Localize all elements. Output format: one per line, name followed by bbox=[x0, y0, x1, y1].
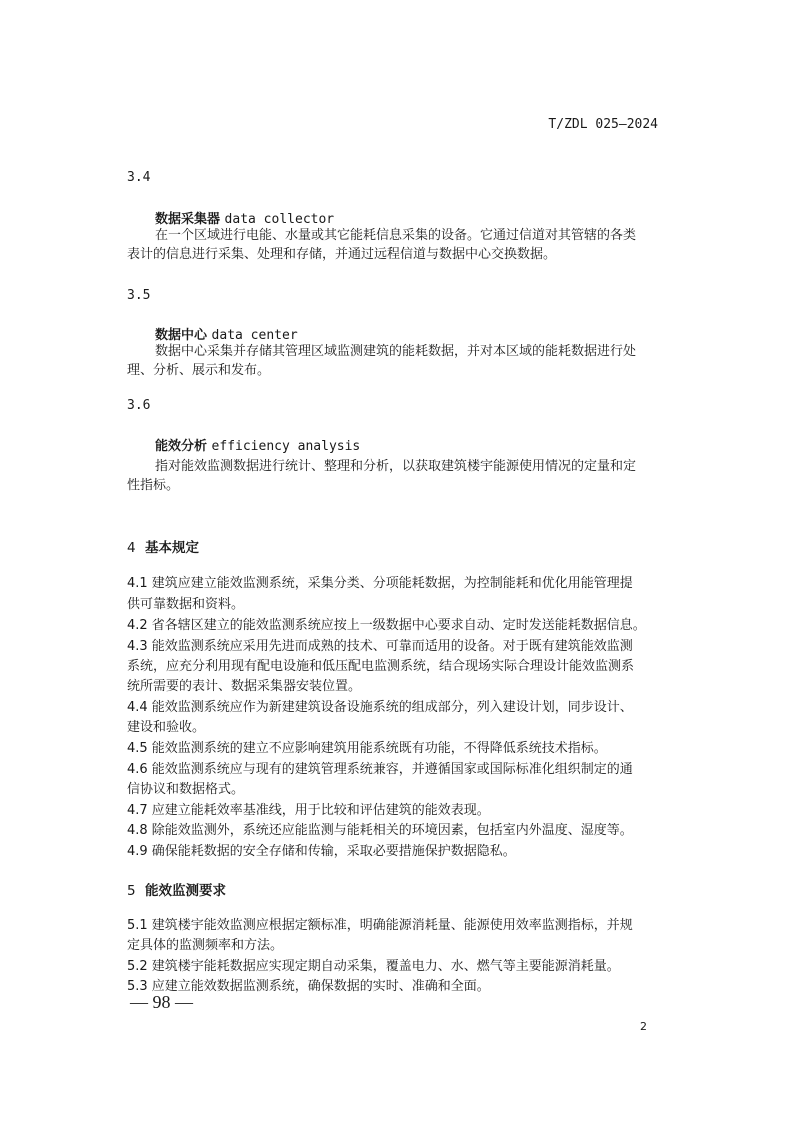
clause-line: 4.6 能效监测系统应与现有的建筑管理系统兼容，并遵循国家或国际标准化组织制定的通 bbox=[127, 762, 633, 777]
clause-line: 系统，应充分利用现有配电设施和低压配电监测系统，结合现场实际合理设计能效监测系 bbox=[127, 659, 635, 674]
term-en: data collector bbox=[224, 212, 335, 227]
clause-line: 4.9 确保能耗数据的安全存储和传输，采取必要措施保护数据隐私。 bbox=[127, 844, 516, 859]
section-title: 能效监测要求 bbox=[145, 883, 226, 899]
clause-line: 4.1 建筑应建立能效监测系统，采集分类、分项能耗数据，为控制能耗和优化用能管理提 bbox=[127, 576, 633, 591]
term-en: efficiency analysis bbox=[211, 439, 361, 454]
clause-line: 4.3 能效监测系统应采用先进而成熟的技术、可靠而适用的设备。对于既有建筑能效监测 bbox=[127, 639, 633, 654]
term-heading bbox=[155, 435, 360, 454]
section-number: 5 bbox=[127, 883, 136, 899]
book-page-number: — 98 — bbox=[130, 992, 193, 1012]
clause-line: 5.3 应建立能效数据监测系统，确保数据的实时、准确和全面。 bbox=[127, 979, 490, 994]
clause-line: 4.2 省各辖区建立的能效监测系统应按上一级数据中心要求自动、定时发送能耗数据信息。 bbox=[127, 618, 646, 633]
clause-number: 3.6 bbox=[127, 398, 151, 413]
standard-number: T/ZDL 025—2024 bbox=[548, 117, 658, 132]
term-cn: 数据采集器 bbox=[155, 212, 221, 227]
definition-line: 指对能效监测数据进行统计、整理和分析，以获取建筑楼宇能源使用情况的定量和定 bbox=[155, 459, 637, 474]
term-heading bbox=[155, 208, 334, 227]
section-title: 基本规定 bbox=[145, 540, 199, 556]
definition-line: 性指标。 bbox=[127, 478, 180, 493]
clause-line: 建设和验收。 bbox=[127, 720, 206, 735]
clause-line: 统所需要的表计、数据采集器安装位置。 bbox=[127, 679, 362, 694]
clause-line: 供可靠数据和资料。 bbox=[127, 597, 245, 612]
clause-number: 3.4 bbox=[127, 170, 151, 185]
term-cn: 数据中心 bbox=[155, 328, 208, 343]
term-cn: 能效分析 bbox=[155, 439, 208, 454]
definition-line: 在一个区域进行电能、水量或其它能耗信息采集的设备。它通过信道对其管辖的各类 bbox=[155, 228, 637, 243]
clause-number: 3.5 bbox=[127, 288, 151, 303]
clause-line: 4.4 能效监测系统应作为新建建筑设备设施系统的组成部分，列入建设计划，同步设计、 bbox=[127, 700, 633, 715]
term-en: data center bbox=[211, 328, 298, 343]
clause-line: 5.2 建筑楼宇能耗数据应实现定期自动采集，覆盖电力、水、燃气等主要能源消耗量。 bbox=[127, 959, 620, 974]
clause-line: 4.7 应建立能耗效率基准线，用于比较和评估建筑的能效表现。 bbox=[127, 803, 490, 818]
definition-line: 数据中心采集并存储其管理区域监测建筑的能耗数据，并对本区域的能耗数据进行处 bbox=[155, 344, 637, 359]
definition-line: 理、分析、展示和发布。 bbox=[127, 363, 271, 378]
clause-line: 定具体的监测频率和方法。 bbox=[127, 938, 284, 953]
section-heading bbox=[127, 879, 226, 899]
section-heading bbox=[127, 536, 199, 556]
section-number: 4 bbox=[127, 540, 136, 556]
definition-line: 表计的信息进行采集、处理和存储，并通过远程信道与数据中心交换数据。 bbox=[127, 247, 557, 262]
clause-line: 5.1 建筑楼宇能效监测应根据定额标准，明确能源消耗量、能源使用效率监测指标，并规 bbox=[127, 918, 633, 933]
clause-line: 信协议和数据格式。 bbox=[127, 782, 245, 797]
term-heading bbox=[155, 324, 298, 343]
page-number: 2 bbox=[640, 1020, 647, 1033]
clause-line: 4.8 除能效监测外，系统还应能监测与能耗相关的环境因素，包括室内外温度、湿度等。 bbox=[127, 823, 633, 838]
clause-line: 4.5 能效监测系统的建立不应影响建筑用能系统既有功能，不得降低系统技术指标。 bbox=[127, 741, 607, 756]
